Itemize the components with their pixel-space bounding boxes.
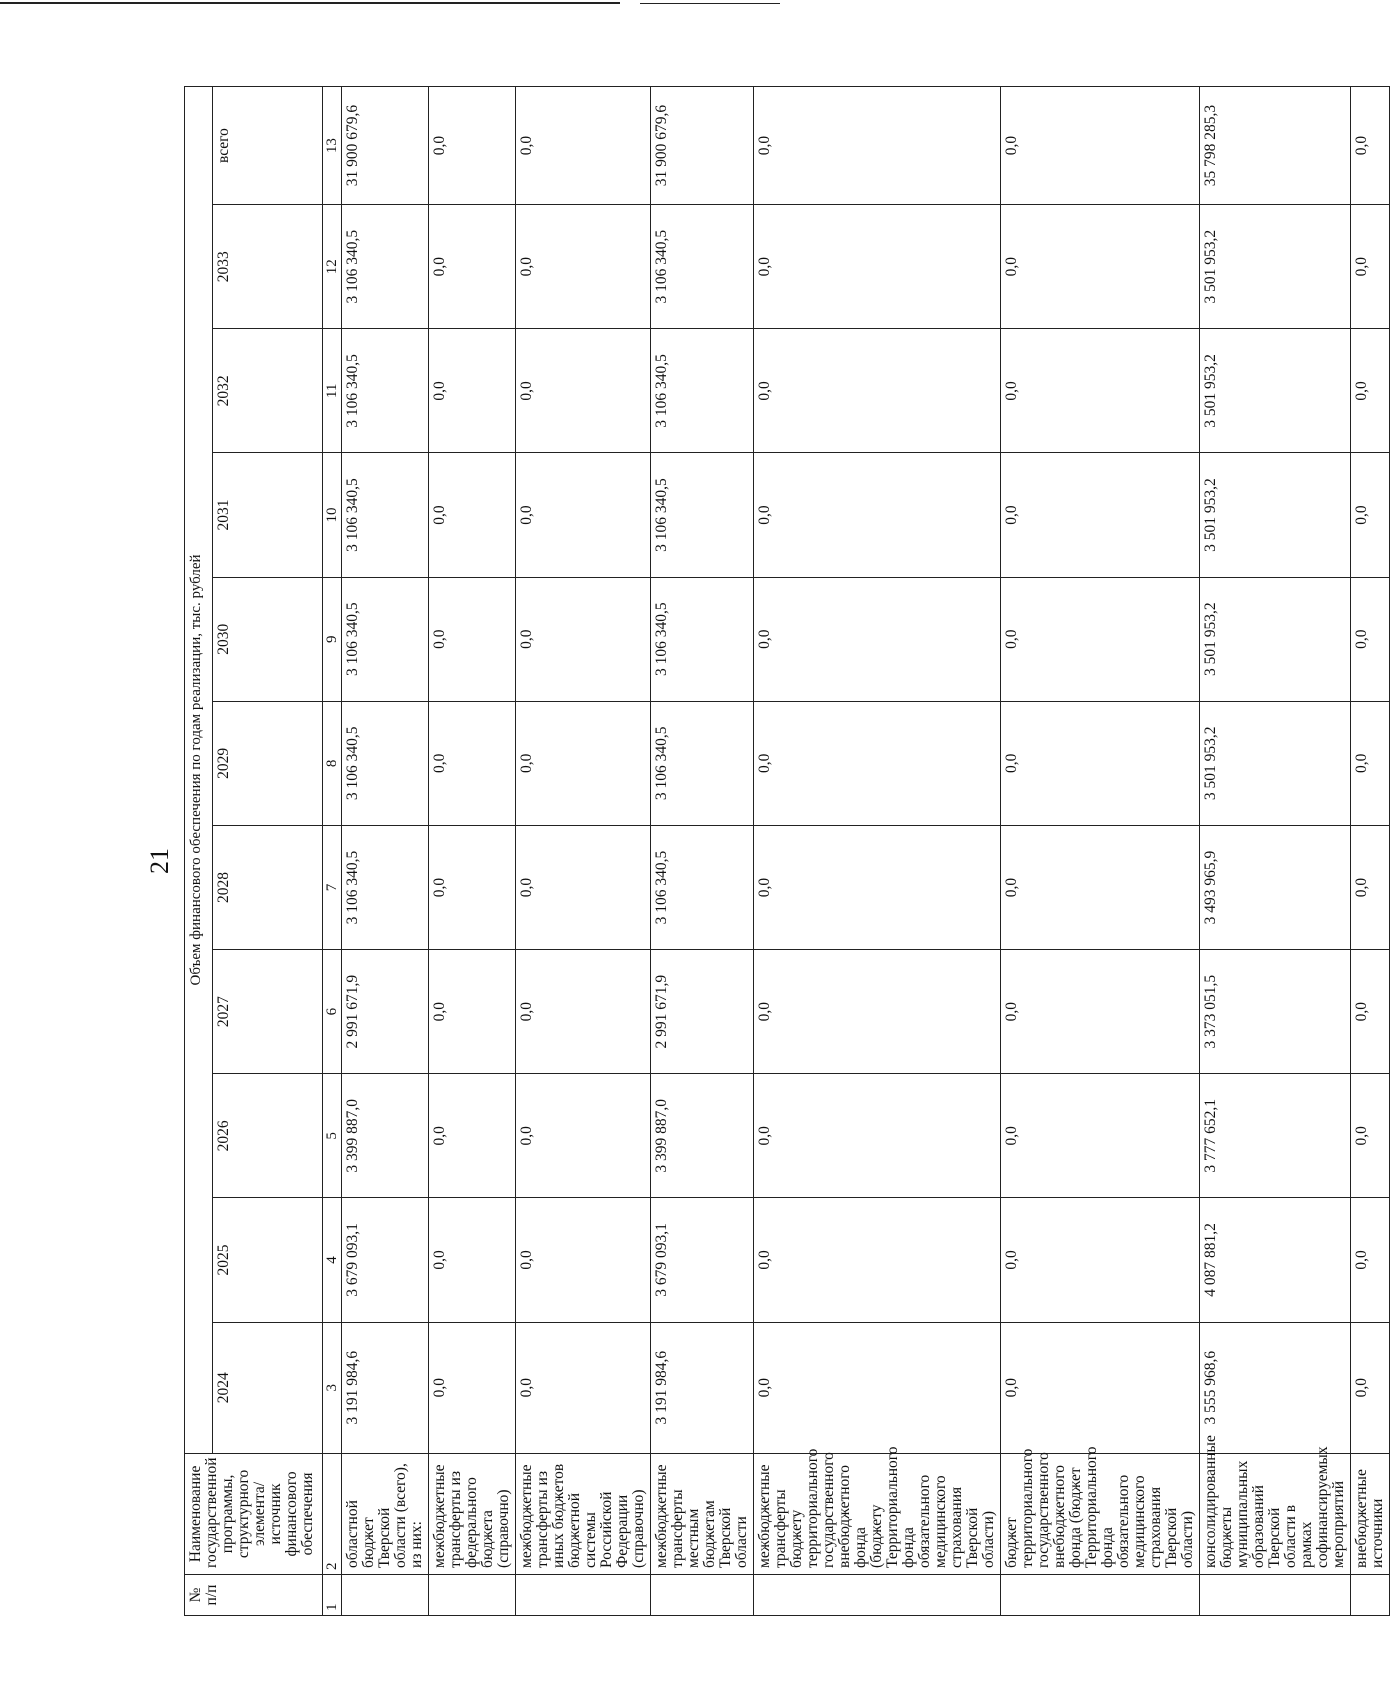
- header-year: 2025: [213, 1198, 323, 1322]
- row-value: 0,0: [1351, 87, 1390, 205]
- top-rule: [0, 2, 620, 4]
- row-value: 3 373 051,5: [1200, 950, 1351, 1074]
- row-value: 0,0: [1351, 1322, 1390, 1453]
- row-number-cell: [651, 1574, 754, 1615]
- top-rule-short: [640, 3, 780, 4]
- row-value: 0,0: [754, 577, 1001, 701]
- row-value: 0,0: [429, 701, 516, 825]
- rotated-table-wrapper: [184, 86, 1386, 1616]
- row-value: 2 991 671,9: [342, 950, 429, 1074]
- row-value: 0,0: [429, 329, 516, 453]
- row-name: межбюджетные трансферты местным бюджетам Тверской области: [651, 1453, 754, 1574]
- row-value: 3 191 984,6: [342, 1322, 429, 1453]
- row-number-cell: [1001, 1574, 1200, 1615]
- row-value: 31 900 679,6: [342, 87, 429, 205]
- row-value: 3 106 340,5: [342, 825, 429, 949]
- row-value: 0,0: [1001, 453, 1200, 577]
- row-value: 3 106 340,5: [651, 701, 754, 825]
- header-row-years: [213, 87, 323, 1616]
- header-year: 2027: [213, 950, 323, 1074]
- row-name: межбюджетные трансферты из иных бюджетов бюджетной системы Российской Федерации (справочно): [516, 1453, 651, 1574]
- row-value: 0,0: [1351, 825, 1390, 949]
- table-row: [429, 87, 516, 1616]
- row-value: 0,0: [754, 825, 1001, 949]
- row-value: 0,0: [516, 1198, 651, 1322]
- row-value: 0,0: [1001, 701, 1200, 825]
- row-value: 0,0: [754, 701, 1001, 825]
- row-value: 0,0: [1001, 1322, 1200, 1453]
- row-value: 3 106 340,5: [651, 453, 754, 577]
- row-name: внебюджетные источники: [1351, 1453, 1390, 1574]
- funding-table: [184, 86, 1390, 1616]
- row-value: 0,0: [1351, 1074, 1390, 1198]
- table-row: [1351, 87, 1390, 1616]
- row-value: 35 798 285,3: [1200, 87, 1351, 205]
- row-name: межбюджетные трансферты бюджету территориального государственного внебюджетного фонда (бюджету Территориального фонда обязательного медицинского страхования Тверской области): [754, 1453, 1001, 1574]
- column-number: 12: [323, 205, 342, 329]
- header-year: 2028: [213, 825, 323, 949]
- row-value: 3 106 340,5: [342, 329, 429, 453]
- row-value: 0,0: [1001, 87, 1200, 205]
- row-value: 3 501 953,2: [1200, 329, 1351, 453]
- row-value: 0,0: [754, 453, 1001, 577]
- row-value: 31 900 679,6: [651, 87, 754, 205]
- table-row: [754, 87, 1001, 1616]
- row-value: 0,0: [429, 1322, 516, 1453]
- row-value: 0,0: [1001, 950, 1200, 1074]
- column-number: 1: [323, 1574, 342, 1615]
- row-value: 3 501 953,2: [1200, 577, 1351, 701]
- table-row: [1200, 87, 1351, 1616]
- row-value: 0,0: [754, 950, 1001, 1074]
- row-value: 3 106 340,5: [651, 329, 754, 453]
- row-value: 0,0: [429, 87, 516, 205]
- table-row: [1001, 87, 1200, 1616]
- row-value: 0,0: [1351, 701, 1390, 825]
- row-value: 0,0: [429, 205, 516, 329]
- header-year: 2026: [213, 1074, 323, 1198]
- header-name: Наименование государственной программы, структурного элемента/источник финансового обеспечения: [185, 1453, 323, 1574]
- table-row: [342, 87, 429, 1616]
- row-value: 0,0: [516, 87, 651, 205]
- header-funding-group: Объем финансового обеспечения по годам реализации, тыс. рублей: [185, 87, 213, 1454]
- row-value: 0,0: [516, 950, 651, 1074]
- header-year: 2030: [213, 577, 323, 701]
- row-value: 3 191 984,6: [651, 1322, 754, 1453]
- row-name: бюджет территориального государственного внебюджетного фонда (бюджет Территориального фонда обязательного медицинского страхования Тверской области): [1001, 1453, 1200, 1574]
- header-year: 2029: [213, 701, 323, 825]
- row-value: 4 087 881,2: [1200, 1198, 1351, 1322]
- row-value: 0,0: [1351, 577, 1390, 701]
- row-number-cell: [342, 1574, 429, 1615]
- row-value: 3 106 340,5: [651, 825, 754, 949]
- header-total: всего: [213, 87, 323, 205]
- row-value: 0,0: [516, 453, 651, 577]
- row-value: 0,0: [1351, 1198, 1390, 1322]
- row-value: 0,0: [1001, 1198, 1200, 1322]
- column-number: 8: [323, 701, 342, 825]
- row-value: 0,0: [1351, 453, 1390, 577]
- row-value: 0,0: [429, 577, 516, 701]
- column-number: 4: [323, 1198, 342, 1322]
- column-number: 6: [323, 950, 342, 1074]
- column-number: 7: [323, 825, 342, 949]
- column-number-row: [323, 87, 342, 1616]
- row-value: 3 493 965,9: [1200, 825, 1351, 949]
- column-number: 13: [323, 87, 342, 205]
- row-value: 3 106 340,5: [342, 205, 429, 329]
- row-value: 0,0: [516, 701, 651, 825]
- row-value: 3 399 887,0: [342, 1074, 429, 1198]
- row-number-cell: [429, 1574, 516, 1615]
- row-value: 0,0: [516, 205, 651, 329]
- row-value: 3 106 340,5: [651, 205, 754, 329]
- row-value: 0,0: [754, 1322, 1001, 1453]
- row-value: 3 106 340,5: [342, 453, 429, 577]
- row-value: 0,0: [516, 1074, 651, 1198]
- row-value: 0,0: [429, 950, 516, 1074]
- row-number-cell: [516, 1574, 651, 1615]
- row-value: 0,0: [1001, 329, 1200, 453]
- header-year: 2033: [213, 205, 323, 329]
- row-value: 0,0: [754, 329, 1001, 453]
- row-number-cell: [1200, 1574, 1351, 1615]
- header-year: 2032: [213, 329, 323, 453]
- row-value: 0,0: [754, 1074, 1001, 1198]
- row-value: 0,0: [754, 1198, 1001, 1322]
- row-value: 3 106 340,5: [342, 701, 429, 825]
- row-value: 2 991 671,9: [651, 950, 754, 1074]
- row-name: областной бюджет Тверской области (всего), из них:: [342, 1453, 429, 1574]
- row-value: 0,0: [754, 87, 1001, 205]
- row-name: межбюджетные трансферты из федерального бюджета (справочно): [429, 1453, 516, 1574]
- row-value: 0,0: [1351, 329, 1390, 453]
- table-row: [516, 87, 651, 1616]
- row-value: 0,0: [1351, 205, 1390, 329]
- row-value: 0,0: [516, 329, 651, 453]
- row-value: 3 106 340,5: [342, 577, 429, 701]
- row-name: консолидированные бюджеты муниципальных образований Тверской области в рамках софинансируемых мероприятий: [1200, 1453, 1351, 1574]
- header-year: 2024: [213, 1322, 323, 1453]
- column-number: 5: [323, 1074, 342, 1198]
- row-value: 0,0: [429, 1074, 516, 1198]
- row-value: 0,0: [1001, 205, 1200, 329]
- header-no: № п/п: [185, 1574, 323, 1615]
- row-value: 3 399 887,0: [651, 1074, 754, 1198]
- row-value: 0,0: [1351, 950, 1390, 1074]
- table-row: [651, 87, 754, 1616]
- row-value: 3 501 953,2: [1200, 701, 1351, 825]
- row-value: 0,0: [429, 1198, 516, 1322]
- column-number: 3: [323, 1322, 342, 1453]
- row-value: 3 501 953,2: [1200, 205, 1351, 329]
- row-value: 0,0: [516, 825, 651, 949]
- row-value: 3 555 968,6: [1200, 1322, 1351, 1453]
- row-value: 3 777 652,1: [1200, 1074, 1351, 1198]
- row-value: 3 679 093,1: [342, 1198, 429, 1322]
- header-row-group: [185, 87, 213, 1616]
- row-value: 0,0: [1001, 825, 1200, 949]
- row-number-cell: [754, 1574, 1001, 1615]
- column-number: 10: [323, 453, 342, 577]
- column-number: 9: [323, 577, 342, 701]
- page-number: 21: [145, 848, 174, 874]
- row-value: 3 679 093,1: [651, 1198, 754, 1322]
- row-value: 0,0: [516, 1322, 651, 1453]
- column-number: 11: [323, 329, 342, 453]
- row-value: 0,0: [1001, 1074, 1200, 1198]
- header-year: 2031: [213, 453, 323, 577]
- row-value: 0,0: [516, 577, 651, 701]
- row-value: 0,0: [429, 825, 516, 949]
- row-value: 3 501 953,2: [1200, 453, 1351, 577]
- row-value: 0,0: [429, 453, 516, 577]
- column-number: 2: [323, 1453, 342, 1574]
- row-value: 0,0: [754, 205, 1001, 329]
- row-number-cell: [1351, 1574, 1390, 1615]
- row-value: 3 106 340,5: [651, 577, 754, 701]
- row-value: 0,0: [1001, 577, 1200, 701]
